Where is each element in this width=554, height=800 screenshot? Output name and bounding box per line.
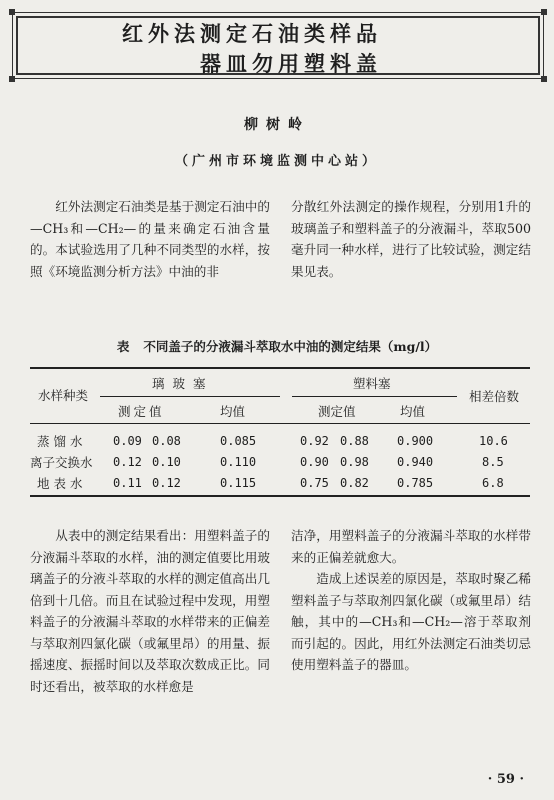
paragraph-text: 分散红外法测定的操作规程，分别用1升的玻璃盖子和塑料盖子的分液漏斗，萃取500毫升同一种水样，进行了比较试验，测定结果见表。 [291,199,531,279]
table-cell-value: 0.110 [220,455,257,469]
header-glass-mean: 均值 [220,404,246,419]
table-cell-value: 6.8 [482,476,504,490]
table-cell-value: 0.75 [300,476,329,490]
table-row-sample: 离子交换水 [30,455,93,470]
article-title-line-1: 红外法测定石油类样品 [122,21,382,46]
table-cell-value: 0.90 [300,455,329,469]
table-cell-value: 10.6 [479,434,508,448]
table-cell-value: 0.12 [113,455,142,469]
author-name: 柳树岭 [244,117,310,133]
header-plastic-mean: 均值 [400,404,426,419]
table-cell-value: 0.98 [340,455,369,469]
body-right-column [291,525,531,676]
table-cell-value: 0.11 [113,476,142,490]
glass-group-rule [100,396,280,397]
table-label: 表 [116,339,130,354]
table-header-rule [30,423,530,424]
table-cell-value: 0.10 [152,455,181,469]
header-glass-stopper: 璃玻塞 [152,376,214,391]
header-glass-measured: 测定值 [118,404,165,419]
table-row-sample: 蒸馏水 [37,434,87,449]
table-cell-value: 0.900 [397,434,434,448]
table-cell-value: 0.940 [397,455,434,469]
frame-corner-ornament [9,76,15,82]
paragraph-text: 从表中的测定结果看出：用塑料盖子的分液漏斗萃取的水样，油的测定值要比用玻璃盖子的分液斗萃取的水样的测定值高出几倍到十几倍。而且在试验过程中发现，用塑料盖子的分液漏斗萃取的水样带来的正偏差与萃取剂四氯化碳（或氟里昂）的用量、振摇速度、振摇时间以及萃取次数成正比。同时还看出，被萃取的水样愈是 [30,528,270,694]
table-row-sample: 地表水 [37,476,87,491]
body-left-paragraph [30,525,270,697]
plastic-group-rule [292,396,457,397]
header-ratio: 相差倍数 [469,389,520,404]
table-cell-value: 0.92 [300,434,329,448]
paragraph-text: 造成上述误差的原因是，萃取时聚乙稀塑料盖子与萃取剂四氯化碳（或氟里昂）结触，其中的—CH₃和—CH₂—溶于萃取剂而引起的。因此，用红外法测定石油类切忌使用塑料盖子的器皿。 [291,571,531,672]
table-cell-value: 0.82 [340,476,369,490]
table-cell-value: 0.88 [340,434,369,448]
paragraph-text: 红外法测定石油类是基于测定石油中的—CH₃和—CH₂—的量来确定石油含量的。本试验选用了几种不同类型的水样，按照《环境监测分析方法》中油的非 [30,199,270,279]
header-sample-type: 水样种类 [38,388,89,403]
table-cell-value: 0.785 [397,476,434,490]
header-plastic-measured: 测定值 [318,404,356,419]
frame-corner-ornament [9,9,15,15]
table-cell-value: 0.115 [220,476,257,490]
frame-corner-ornament [541,9,547,15]
header-plastic-stopper: 塑料塞 [353,376,391,391]
table-caption [0,337,554,355]
table-cell-value: 0.08 [152,434,181,448]
frame-corner-ornament [541,76,547,82]
article-title-line-2: 器皿勿用塑料盖 [200,51,382,76]
table-caption-text: 不同盖子的分液漏斗萃取水中油的测定结果（mg/l） [143,339,438,354]
paragraph-text: 洁净，用塑料盖子的分液漏斗萃取的水样带来的正偏差就愈大。 [291,528,531,565]
table-cell-value: 0.09 [113,434,142,448]
table-cell-value: 0.085 [220,434,257,448]
table-cell-value: 8.5 [482,455,504,469]
table-bottom-rule [30,495,530,497]
intro-left-paragraph [30,196,270,282]
author-affiliation: （广州市环境监测中心站） [174,154,379,169]
table-cell-value: 0.12 [152,476,181,490]
table-top-rule [30,367,530,369]
page-number: · 59 · [487,772,524,787]
intro-right-paragraph [291,196,531,282]
